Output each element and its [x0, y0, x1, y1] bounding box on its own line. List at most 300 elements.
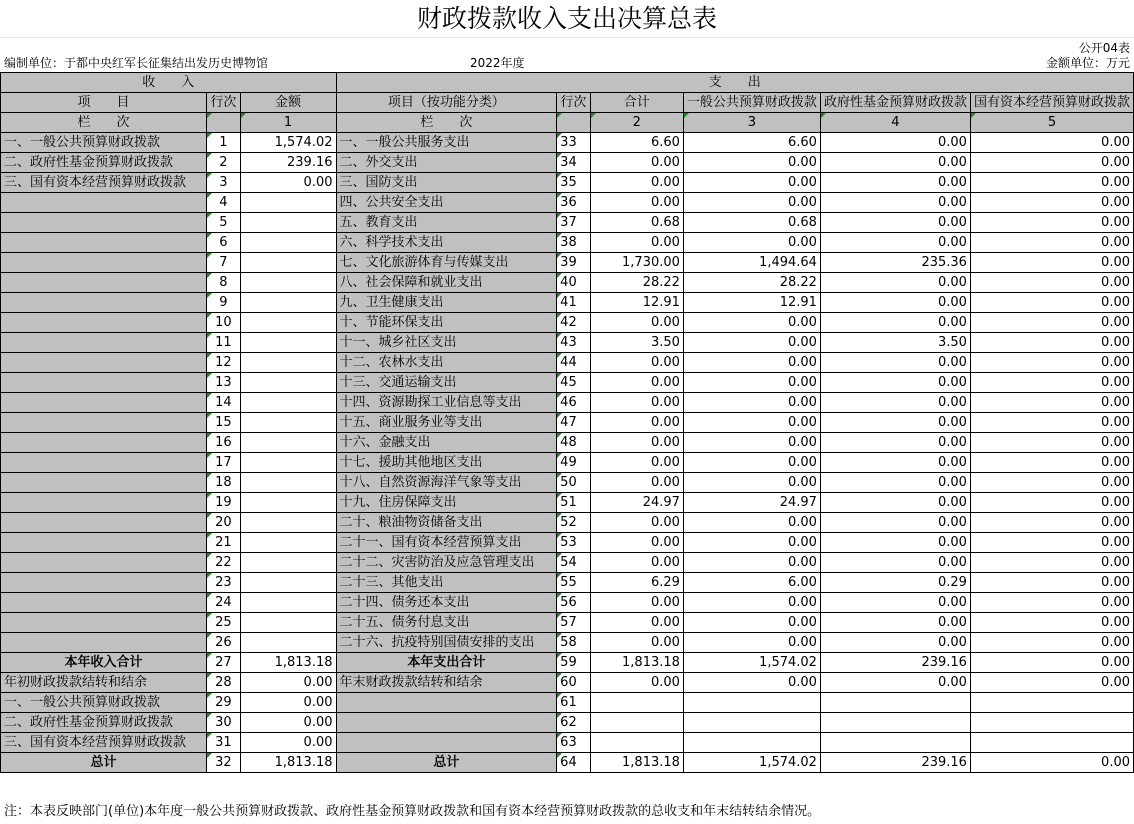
- expense-general: 0.00: [683, 353, 820, 373]
- expense-state: 0.00: [970, 513, 1133, 533]
- expense-item: 十九、住房保障支出: [336, 493, 557, 513]
- expense-state: 0.00: [970, 153, 1133, 173]
- income-row-no: 18: [207, 473, 241, 493]
- expense-row-no: 41: [557, 293, 591, 313]
- income-amount: [240, 273, 336, 293]
- income-row-no: 17: [207, 453, 241, 473]
- expense-state: 0.00: [970, 473, 1133, 493]
- income-row-no: 21: [207, 533, 241, 553]
- expense-row-no: 47: [557, 413, 591, 433]
- income-amount: [240, 553, 336, 573]
- expense-state: 0.00: [970, 453, 1133, 473]
- summary-income-amount: 0.00: [240, 673, 336, 693]
- expense-item: 七、文化旅游体育与传媒支出: [336, 253, 557, 273]
- expense-state: 0.00: [970, 433, 1133, 453]
- income-row-no: 3: [207, 173, 241, 193]
- expense-item: 十五、商业服务业等支出: [336, 413, 557, 433]
- expense-state: 0.00: [970, 273, 1133, 293]
- col-state: 国有资本经营预算财政拨款: [970, 93, 1133, 113]
- expense-general: 0.68: [683, 213, 820, 233]
- table-row: [1, 413, 1134, 433]
- summary-expense-total: 1,813.18: [590, 753, 683, 773]
- income-row-no: 12: [207, 353, 241, 373]
- lanci-label-2: 栏 次: [336, 113, 557, 133]
- col-general: 一般公共预算财政拨款: [683, 93, 820, 113]
- column-header-row: [1, 93, 1134, 113]
- summary-expense-fund: [820, 693, 970, 713]
- expense-general: 24.97: [683, 493, 820, 513]
- expense-row-no: 50: [557, 473, 591, 493]
- expense-row-no: 52: [557, 513, 591, 533]
- income-row-no: 25: [207, 613, 241, 633]
- income-row-no: 26: [207, 633, 241, 653]
- expense-item: 十六、金融支出: [336, 433, 557, 453]
- expense-row-no: 40: [557, 273, 591, 293]
- summary-income-item: 年初财政拨款结转和结余: [1, 673, 207, 693]
- expense-total: 0.68: [590, 213, 683, 233]
- expense-general: 0.00: [683, 193, 820, 213]
- expense-general: 6.00: [683, 573, 820, 593]
- expense-fund: 0.00: [820, 173, 970, 193]
- expense-row-no: 55: [557, 573, 591, 593]
- expense-fund: 0.00: [820, 473, 970, 493]
- col-amount: 金额: [240, 93, 336, 113]
- expense-total: 0.00: [590, 473, 683, 493]
- expense-state: 0.00: [970, 553, 1133, 573]
- expense-fund: 0.00: [820, 593, 970, 613]
- expense-state: 0.00: [970, 413, 1133, 433]
- expense-row-no: 48: [557, 433, 591, 453]
- income-row-no: 4: [207, 193, 241, 213]
- expense-fund: 0.00: [820, 133, 970, 153]
- summary-expense-total: [590, 693, 683, 713]
- summary-expense-total: [590, 733, 683, 753]
- expense-total: 0.00: [590, 173, 683, 193]
- table-row: [1, 493, 1134, 513]
- expense-state: 0.00: [970, 533, 1133, 553]
- expense-item: 二十六、抗疫特别国债安排的支出: [336, 633, 557, 653]
- income-row-no: 19: [207, 493, 241, 513]
- expense-item: 二十五、债务付息支出: [336, 613, 557, 633]
- expense-fund: 0.00: [820, 633, 970, 653]
- lanci-col3: 3: [683, 113, 820, 133]
- income-amount: [240, 473, 336, 493]
- income-amount: 239.16: [240, 153, 336, 173]
- expense-state: 0.00: [970, 613, 1133, 633]
- expense-general: 0.00: [683, 393, 820, 413]
- income-row-no: 23: [207, 573, 241, 593]
- expense-row-no: 43: [557, 333, 591, 353]
- summary-income-item: 一、一般公共预算财政拨款: [1, 693, 207, 713]
- expense-total: 0.00: [590, 353, 683, 373]
- expense-general: 6.60: [683, 133, 820, 153]
- income-amount: [240, 233, 336, 253]
- expense-total: 0.00: [590, 613, 683, 633]
- expense-item: 五、教育支出: [336, 213, 557, 233]
- summary-expense-item: [336, 713, 557, 733]
- expense-fund: 0.00: [820, 233, 970, 253]
- income-row-no: 6: [207, 233, 241, 253]
- income-amount: [240, 533, 336, 553]
- expense-fund: 235.36: [820, 253, 970, 273]
- table-row: [1, 373, 1134, 393]
- income-row-no: 13: [207, 373, 241, 393]
- income-amount: [240, 633, 336, 653]
- table-row: [1, 513, 1134, 533]
- summary-expense-item: 本年支出合计: [336, 653, 557, 673]
- summary-expense-total: 1,813.18: [590, 653, 683, 673]
- table-row: [1, 233, 1134, 253]
- summary-expense-row-no: 62: [557, 713, 591, 733]
- income-row-no: 9: [207, 293, 241, 313]
- expense-general: 1,494.64: [683, 253, 820, 273]
- summary-income-row-no: 30: [207, 713, 241, 733]
- page-title: 财政拨款收入支出决算总表: [416, 4, 717, 33]
- summary-expense-fund: 239.16: [820, 753, 970, 773]
- income-item: [1, 493, 207, 513]
- summary-expense-row-no: 61: [557, 693, 591, 713]
- income-item: [1, 553, 207, 573]
- income-item: [1, 613, 207, 633]
- expense-general: 0.00: [683, 553, 820, 573]
- income-amount: [240, 213, 336, 233]
- expense-total: 0.00: [590, 153, 683, 173]
- expense-general: 0.00: [683, 153, 820, 173]
- expense-item: 十七、援助其他地区支出: [336, 453, 557, 473]
- expense-fund: 0.00: [820, 193, 970, 213]
- expense-fund: 3.50: [820, 333, 970, 353]
- summary-row: [1, 733, 1134, 753]
- expense-general: 0.00: [683, 333, 820, 353]
- income-amount: [240, 193, 336, 213]
- summary-income-amount: 1,813.18: [240, 653, 336, 673]
- expense-state: 0.00: [970, 213, 1133, 233]
- summary-row: [1, 673, 1134, 693]
- expense-fund: 0.00: [820, 313, 970, 333]
- expense-total: 0.00: [590, 533, 683, 553]
- summary-expense-general: 1,574.02: [683, 753, 820, 773]
- expense-total: 0.00: [590, 233, 683, 253]
- expense-item: 十八、自然资源海洋气象等支出: [336, 473, 557, 493]
- expense-item: 二十四、债务还本支出: [336, 593, 557, 613]
- summary-income-item: 总计: [1, 753, 207, 773]
- expense-total: 0.00: [590, 633, 683, 653]
- col-item: 项 目: [1, 93, 207, 113]
- lanci-blank-2: [557, 113, 591, 133]
- table-row: [1, 553, 1134, 573]
- expense-state: 0.00: [970, 373, 1133, 393]
- income-item: [1, 373, 207, 393]
- summary-expense-row-no: 60: [557, 673, 591, 693]
- col-fund: 政府性基金预算财政拨款: [820, 93, 970, 113]
- income-row-no: 24: [207, 593, 241, 613]
- income-amount: [240, 493, 336, 513]
- income-item: [1, 433, 207, 453]
- expense-total: 1,730.00: [590, 253, 683, 273]
- income-item: 二、政府性基金预算财政拨款: [1, 153, 207, 173]
- income-item: [1, 293, 207, 313]
- income-amount: [240, 513, 336, 533]
- income-item: [1, 453, 207, 473]
- table-row: [1, 433, 1134, 453]
- expense-total: 0.00: [590, 193, 683, 213]
- summary-expense-fund: [820, 713, 970, 733]
- income-row-no: 1: [207, 133, 241, 153]
- expense-row-no: 57: [557, 613, 591, 633]
- summary-expense-row-no: 64: [557, 753, 591, 773]
- income-item: [1, 353, 207, 373]
- expense-total: 24.97: [590, 493, 683, 513]
- summary-expense-item: [336, 733, 557, 753]
- expense-state: 0.00: [970, 393, 1133, 413]
- summary-row: [1, 713, 1134, 733]
- form-code: 公开04表: [1078, 41, 1130, 55]
- expense-row-no: 33: [557, 133, 591, 153]
- expense-total: 12.91: [590, 293, 683, 313]
- col-row-no-2: 行次: [557, 93, 591, 113]
- expense-fund: 0.00: [820, 433, 970, 453]
- summary-expense-state: 0.00: [970, 653, 1133, 673]
- table-row: [1, 533, 1134, 553]
- expense-state: 0.00: [970, 313, 1133, 333]
- summary-expense-item: 年末财政拨款结转和结余: [336, 673, 557, 693]
- expense-general: 0.00: [683, 513, 820, 533]
- income-amount: [240, 413, 336, 433]
- income-item: [1, 573, 207, 593]
- lanci-row: [1, 113, 1134, 133]
- summary-expense-total: 0.00: [590, 673, 683, 693]
- expense-row-no: 42: [557, 313, 591, 333]
- income-amount: [240, 593, 336, 613]
- table-row: [1, 393, 1134, 413]
- summary-row: [1, 653, 1134, 673]
- income-row-no: 16: [207, 433, 241, 453]
- income-amount: [240, 253, 336, 273]
- expense-item: 九、卫生健康支出: [336, 293, 557, 313]
- expense-item: 一、一般公共服务支出: [336, 133, 557, 153]
- expense-row-no: 58: [557, 633, 591, 653]
- income-amount: [240, 353, 336, 373]
- summary-expense-row-no: 63: [557, 733, 591, 753]
- summary-expense-general: 1,574.02: [683, 653, 820, 673]
- expense-general: 0.00: [683, 473, 820, 493]
- expense-fund: 0.00: [820, 553, 970, 573]
- expense-item: 十二、农林水支出: [336, 353, 557, 373]
- income-item: [1, 473, 207, 493]
- summary-expense-state: [970, 693, 1133, 713]
- amount-unit: 金额单位：万元: [1045, 56, 1130, 70]
- income-item: 一、一般公共预算财政拨款: [1, 133, 207, 153]
- summary-expense-row-no: 59: [557, 653, 591, 673]
- expense-row-no: 53: [557, 533, 591, 553]
- expense-state: 0.00: [970, 233, 1133, 253]
- income-item: [1, 333, 207, 353]
- expense-general: 12.91: [683, 293, 820, 313]
- expense-total: 6.29: [590, 573, 683, 593]
- expense-general: 0.00: [683, 313, 820, 333]
- expense-item: 二十、粮油物资储备支出: [336, 513, 557, 533]
- expense-item: 十一、城乡社区支出: [336, 333, 557, 353]
- section-header-row: [1, 73, 1134, 93]
- expense-item: 十三、交通运输支出: [336, 373, 557, 393]
- expense-general: 0.00: [683, 233, 820, 253]
- footnote: 注：本表反映部门(单位)本年度一般公共预算财政拨款、政府性基金预算财政拨款和国有资本经营预算财政拨款的总收支和年末结转结余情况。: [4, 804, 821, 819]
- expense-general: 0.00: [683, 413, 820, 433]
- income-amount: [240, 313, 336, 333]
- income-amount: [240, 333, 336, 353]
- income-amount: [240, 613, 336, 633]
- summary-expense-general: [683, 713, 820, 733]
- expense-state: 0.00: [970, 593, 1133, 613]
- income-item: [1, 253, 207, 273]
- income-row-no: 20: [207, 513, 241, 533]
- expense-fund: 0.00: [820, 513, 970, 533]
- expense-fund: 0.00: [820, 533, 970, 553]
- summary-income-amount: 0.00: [240, 733, 336, 753]
- expense-item: 十四、资源勘探工业信息等支出: [336, 393, 557, 413]
- summary-expense-fund: 239.16: [820, 653, 970, 673]
- income-row-no: 10: [207, 313, 241, 333]
- table-row: [1, 173, 1134, 193]
- expense-state: 0.00: [970, 133, 1133, 153]
- income-item: [1, 533, 207, 553]
- expense-fund: 0.00: [820, 413, 970, 433]
- expense-general: 0.00: [683, 613, 820, 633]
- expense-item: 二十二、灾害防治及应急管理支出: [336, 553, 557, 573]
- table-row: [1, 253, 1134, 273]
- income-row-no: 5: [207, 213, 241, 233]
- income-row-no: 14: [207, 393, 241, 413]
- expense-total: 0.00: [590, 433, 683, 453]
- summary-income-row-no: 27: [207, 653, 241, 673]
- table-row: [1, 313, 1134, 333]
- summary-row: [1, 693, 1134, 713]
- expense-total: 0.00: [590, 593, 683, 613]
- expense-total: 0.00: [590, 513, 683, 533]
- expense-row-no: 44: [557, 353, 591, 373]
- summary-expense-item: [336, 693, 557, 713]
- expense-general: 0.00: [683, 453, 820, 473]
- expense-item: 四、公共安全支出: [336, 193, 557, 213]
- income-amount: [240, 453, 336, 473]
- table-row: [1, 353, 1134, 373]
- expense-state: 0.00: [970, 573, 1133, 593]
- col-row-no: 行次: [207, 93, 241, 113]
- table-row: [1, 133, 1134, 153]
- expense-total: 0.00: [590, 313, 683, 333]
- income-header: 收 入: [1, 73, 337, 93]
- expense-total: 0.00: [590, 373, 683, 393]
- summary-expense-state: [970, 733, 1133, 753]
- lanci-col2: 2: [590, 113, 683, 133]
- summary-income-amount: 0.00: [240, 713, 336, 733]
- summary-expense-fund: [820, 733, 970, 753]
- expense-total: 0.00: [590, 553, 683, 573]
- expense-row-no: 36: [557, 193, 591, 213]
- summary-income-row-no: 28: [207, 673, 241, 693]
- summary-income-amount: 1,813.18: [240, 753, 336, 773]
- expense-item: 八、社会保障和就业支出: [336, 273, 557, 293]
- table-row: [1, 593, 1134, 613]
- income-item: [1, 593, 207, 613]
- expense-fund: 0.00: [820, 213, 970, 233]
- summary-expense-item: 总计: [336, 753, 557, 773]
- fiscal-year: 2022年度: [470, 56, 525, 70]
- summary-income-item: 本年收入合计: [1, 653, 207, 673]
- expense-item: 十、节能环保支出: [336, 313, 557, 333]
- income-item: [1, 313, 207, 333]
- table-row: [1, 153, 1134, 173]
- income-amount: [240, 373, 336, 393]
- expense-item: 二十三、其他支出: [336, 573, 557, 593]
- table-row: [1, 573, 1134, 593]
- col-total: 合计: [590, 93, 683, 113]
- expense-state: 0.00: [970, 493, 1133, 513]
- expense-item: 二十一、国有资本经营预算支出: [336, 533, 557, 553]
- expense-total: 0.00: [590, 413, 683, 433]
- expense-fund: 0.00: [820, 373, 970, 393]
- expense-fund: 0.00: [820, 493, 970, 513]
- income-amount: [240, 393, 336, 413]
- lanci-col4: 4: [820, 113, 970, 133]
- lanci-col5: 5: [970, 113, 1133, 133]
- expense-header: 支 出: [336, 73, 1134, 93]
- expense-fund: 0.00: [820, 613, 970, 633]
- expense-fund: 0.29: [820, 573, 970, 593]
- summary-row: [1, 753, 1134, 773]
- lanci-col1: 1: [240, 113, 336, 133]
- expense-row-no: 51: [557, 493, 591, 513]
- expense-state: 0.00: [970, 253, 1133, 273]
- summary-expense-total: [590, 713, 683, 733]
- income-item: [1, 213, 207, 233]
- income-row-no: 7: [207, 253, 241, 273]
- expense-total: 6.60: [590, 133, 683, 153]
- table-row: [1, 473, 1134, 493]
- lanci-blank: [207, 113, 241, 133]
- income-row-no: 8: [207, 273, 241, 293]
- expense-general: 0.00: [683, 533, 820, 553]
- expense-row-no: 37: [557, 213, 591, 233]
- expense-general: 28.22: [683, 273, 820, 293]
- expense-state: 0.00: [970, 293, 1133, 313]
- income-item: [1, 393, 207, 413]
- table-row: [1, 633, 1134, 653]
- expense-general: 0.00: [683, 173, 820, 193]
- expense-general: 0.00: [683, 433, 820, 453]
- table-row: [1, 193, 1134, 213]
- expense-total: 0.00: [590, 393, 683, 413]
- income-amount: 0.00: [240, 173, 336, 193]
- income-item: [1, 193, 207, 213]
- income-row-no: 2: [207, 153, 241, 173]
- income-item: 三、国有资本经营预算财政拨款: [1, 173, 207, 193]
- expense-total: 28.22: [590, 273, 683, 293]
- expense-general: 0.00: [683, 373, 820, 393]
- expense-general: 0.00: [683, 633, 820, 653]
- expense-state: 0.00: [970, 333, 1133, 353]
- summary-expense-general: [683, 733, 820, 753]
- summary-income-row-no: 31: [207, 733, 241, 753]
- table-row: [1, 613, 1134, 633]
- income-amount: [240, 573, 336, 593]
- expense-row-no: 35: [557, 173, 591, 193]
- table-row: [1, 333, 1134, 353]
- expense-fund: 0.00: [820, 293, 970, 313]
- expense-row-no: 45: [557, 373, 591, 393]
- expense-row-no: 46: [557, 393, 591, 413]
- expense-item: 三、国防支出: [336, 173, 557, 193]
